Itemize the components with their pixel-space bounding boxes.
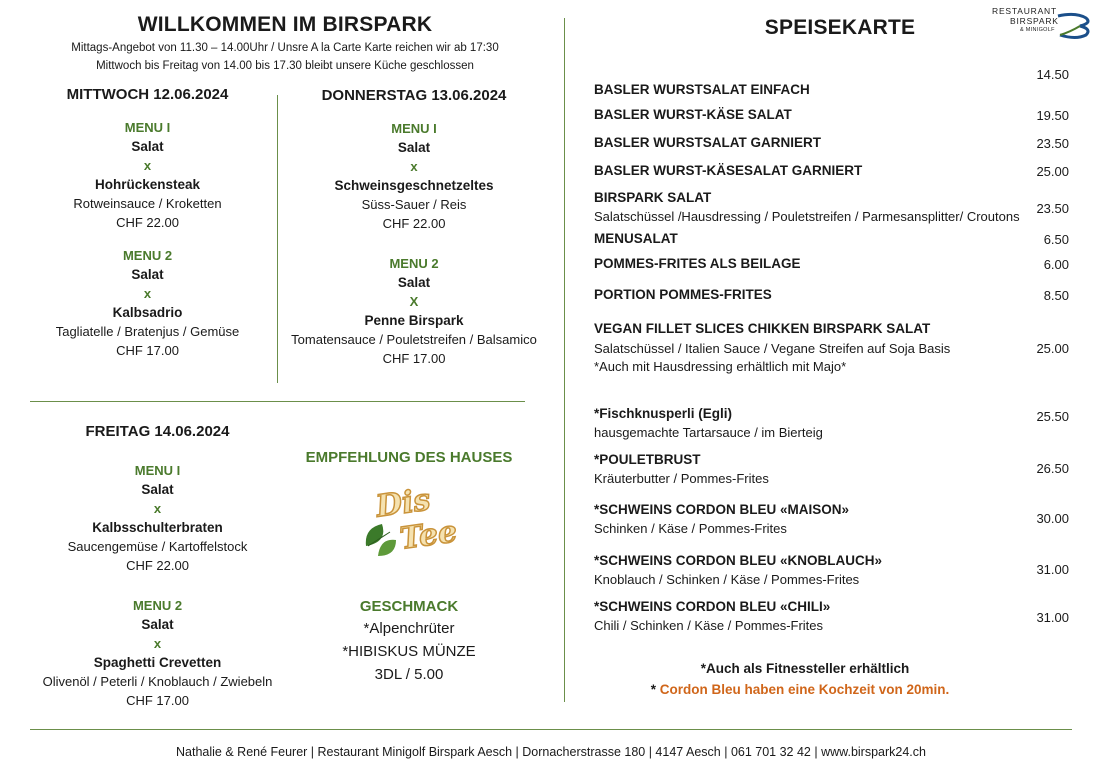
day-friday (40, 422, 275, 441)
item-name: *SCHWEINS CORDON BLEU «CHILI» (594, 599, 831, 614)
item-description: hausgemachte Tartarsauce / im Bierteig (594, 425, 823, 440)
item-price: 25.50 (1036, 409, 1069, 424)
menu-sides: Tomatensauce / Pouletstreifen / Balsamico (291, 332, 537, 347)
list-item (594, 321, 1069, 376)
menu-price: CHF 17.00 (126, 693, 189, 708)
menu-dish: Kalbsschulterbraten (92, 520, 223, 535)
logo-line-restaurant: RESTAURANT (992, 6, 1057, 16)
item-price: 23.50 (1036, 201, 1069, 216)
menu-starter: Salat (131, 267, 164, 282)
menu-sides: Rotweinsauce / Kroketten (73, 196, 222, 211)
taste-alpenchrueter: *Alpenchrüter (363, 620, 455, 637)
item-price: 23.50 (1036, 136, 1069, 151)
wed-menu-2 (40, 246, 255, 360)
item-price: 30.00 (1036, 511, 1069, 526)
fri-menu-2 (40, 596, 275, 710)
list-item (594, 190, 1069, 226)
divider-main (564, 18, 565, 702)
menu-price: CHF 17.00 (382, 351, 446, 366)
list-item (594, 66, 1069, 102)
item-name: BASLER WURSTSALAT EINFACH (594, 82, 810, 97)
item-name: BASLER WURST-KÄSESALAT GARNIERT (594, 163, 863, 178)
logo-swoosh-icon (1056, 10, 1096, 40)
menu-dish: Schweinsgeschnetzeltes (334, 178, 494, 193)
lunch-hours-note: Mittags-Angebot von 11.30 – 14.00Uhr / Unsre A la Carte Karte reichen wir ab 17:30 (71, 42, 499, 54)
item-price: 6.00 (1043, 257, 1069, 272)
thu-menu-1 (290, 119, 538, 233)
menu-sides: Saucengemüse / Kartoffelstock (67, 539, 248, 554)
list-item (594, 406, 1069, 442)
menu-separator: x (143, 286, 152, 301)
cordon-bleu-note (620, 682, 980, 697)
menu-sides: Süss-Sauer / Reis (361, 197, 467, 212)
fri-menu-1 (40, 461, 275, 575)
menu-starter: Salat (397, 140, 431, 155)
menu-price: CHF 17.00 (116, 343, 179, 358)
menu-starter: Salat (141, 482, 174, 497)
list-item (594, 287, 1069, 302)
list-item (594, 107, 1069, 122)
tea-size-price: 3DL / 5.00 (374, 666, 444, 683)
item-name: BASLER WURSTSALAT GARNIERT (594, 135, 821, 150)
day-title: FREITAG 14.06.2024 (85, 423, 230, 440)
item-name: BASLER WURST-KÄSE SALAT (594, 107, 792, 122)
fitness-note: *Auch als Fitnessteller erhältlich (700, 661, 910, 676)
menu-dish: Hohrückensteak (94, 177, 201, 192)
day-title: DONNERSTAG 13.06.2024 (321, 87, 507, 104)
menu-separator: x (410, 159, 418, 174)
menu-separator: x (153, 501, 162, 516)
item-price: 14.50 (1036, 67, 1069, 82)
menu-price: CHF 22.00 (116, 215, 179, 230)
item-price: 25.00 (1036, 341, 1069, 356)
item-description: Salatschüssel / Italien Sauce / Vegane Streifen auf Soja Basis (594, 341, 951, 356)
item-price: 31.00 (1036, 610, 1069, 625)
menu-label: MENU 2 (389, 256, 439, 271)
menu-starter: Salat (397, 275, 431, 290)
menu-label: MENU I (391, 121, 437, 136)
menu-starter: Salat (131, 139, 164, 154)
dis-tee-logo (360, 484, 460, 564)
logo-line-minigolf: & MINIGOLF (1020, 27, 1055, 33)
menu-separator: x (143, 158, 152, 173)
menu-label: MENU 2 (132, 598, 183, 613)
menu-sides: Olivenöl / Peterli / Knoblauch / Zwiebeln (42, 674, 273, 689)
day-wednesday (40, 85, 255, 104)
list-item (594, 452, 1069, 488)
item-description: Schinken / Käse / Pommes-Frites (594, 521, 787, 536)
item-price: 31.00 (1036, 562, 1069, 577)
item-price: 26.50 (1036, 461, 1069, 476)
item-price: 8.50 (1043, 288, 1069, 303)
note-star: * (650, 682, 656, 697)
menu-price: CHF 22.00 (382, 216, 446, 231)
item-price: 19.50 (1036, 108, 1069, 123)
item-name: VEGAN FILLET SLICES CHIKKEN BIRSPARK SALAT (594, 321, 931, 336)
item-name: *SCHWEINS CORDON BLEU «KNOBLAUCH» (594, 553, 883, 568)
divider-days-horizontal (30, 401, 525, 402)
restaurant-logo (990, 6, 1100, 42)
list-item (594, 599, 1069, 635)
taste-label: GESCHMACK (359, 598, 459, 615)
item-description: Chili / Schinken / Käse / Pommes-Frites (594, 618, 824, 633)
item-description: Knoblauch / Schinken / Käse / Pommes-Frites (594, 572, 860, 587)
recommendation-title: EMPFEHLUNG DES HAUSES (305, 449, 513, 466)
item-name: MENUSALAT (594, 231, 678, 246)
divider-footer (30, 729, 1072, 730)
logo-text-tee: Tee (397, 514, 460, 557)
item-name: *POULETBRUST (594, 452, 701, 467)
list-item (594, 256, 1069, 271)
item-description-note: *Auch mit Hausdressing erhältlich mit Majo* (594, 359, 847, 374)
menu-label: MENU I (134, 463, 181, 478)
item-description: Salatschüssel /Hausdressing / Pouletstreifen / Parmesansplitter/ Croutons (594, 209, 1020, 224)
item-name: PORTION POMMES-FRITES (594, 287, 772, 302)
menu-starter: Salat (141, 617, 174, 632)
speisekarte-title: SPEISEKARTE (764, 16, 916, 39)
menu-sides: Tagliatelle / Bratenjus / Gemüse (55, 324, 240, 339)
menu-label: MENU 2 (122, 248, 173, 263)
logo-line-birspark: BIRSPARK (1010, 16, 1059, 26)
taste-hibiskus: *HIBISKUS MÜNZE (342, 643, 476, 660)
day-title: MITTWOCH 12.06.2024 (66, 86, 229, 103)
menu-dish: Kalbsadrio (112, 305, 183, 320)
note-text: Cordon Bleu haben eine Kochzeit von 20min. (659, 682, 950, 697)
item-name: *Fischknusperli (Egli) (594, 406, 733, 421)
list-item (594, 553, 1069, 589)
thu-menu-2 (290, 254, 538, 368)
kitchen-closed-note: Mittwoch bis Freitag von 14.00 bis 17.30 bleibt unsere Küche geschlossen (96, 60, 474, 72)
day-thursday (290, 86, 538, 105)
menu-separator: x (153, 636, 162, 651)
item-price: 25.00 (1036, 164, 1069, 179)
item-description: Kräuterbutter / Pommes-Frites (594, 471, 769, 486)
item-name: BIRSPARK SALAT (594, 190, 712, 205)
item-name: *SCHWEINS CORDON BLEU «MAISON» (594, 502, 850, 517)
menu-label: MENU I (124, 120, 171, 135)
logo-text-dis: Dis (373, 482, 433, 525)
menu-dish: Spaghetti Crevetten (93, 655, 222, 670)
menu-price: CHF 22.00 (126, 558, 189, 573)
footer-contact: Nathalie & René Feurer | Restaurant Minigolf Birspark Aesch | Dornacherstrasse 180 | 4147 Aesch | 061 701 32 42 | www.birspark24.ch (176, 745, 926, 759)
wed-menu-1 (40, 118, 255, 232)
item-name: POMMES-FRITES ALS BEILAGE (594, 256, 801, 271)
item-price: 6.50 (1043, 232, 1069, 247)
list-item (594, 502, 1069, 538)
divider-wed-thu (277, 95, 278, 383)
list-item (594, 163, 1069, 178)
page-title: WILLKOMMEN IM BIRSPARK (137, 13, 433, 36)
list-item (594, 231, 1069, 246)
menu-separator: X (409, 294, 419, 309)
list-item (594, 135, 1069, 150)
menu-dish: Penne Birspark (364, 313, 464, 328)
